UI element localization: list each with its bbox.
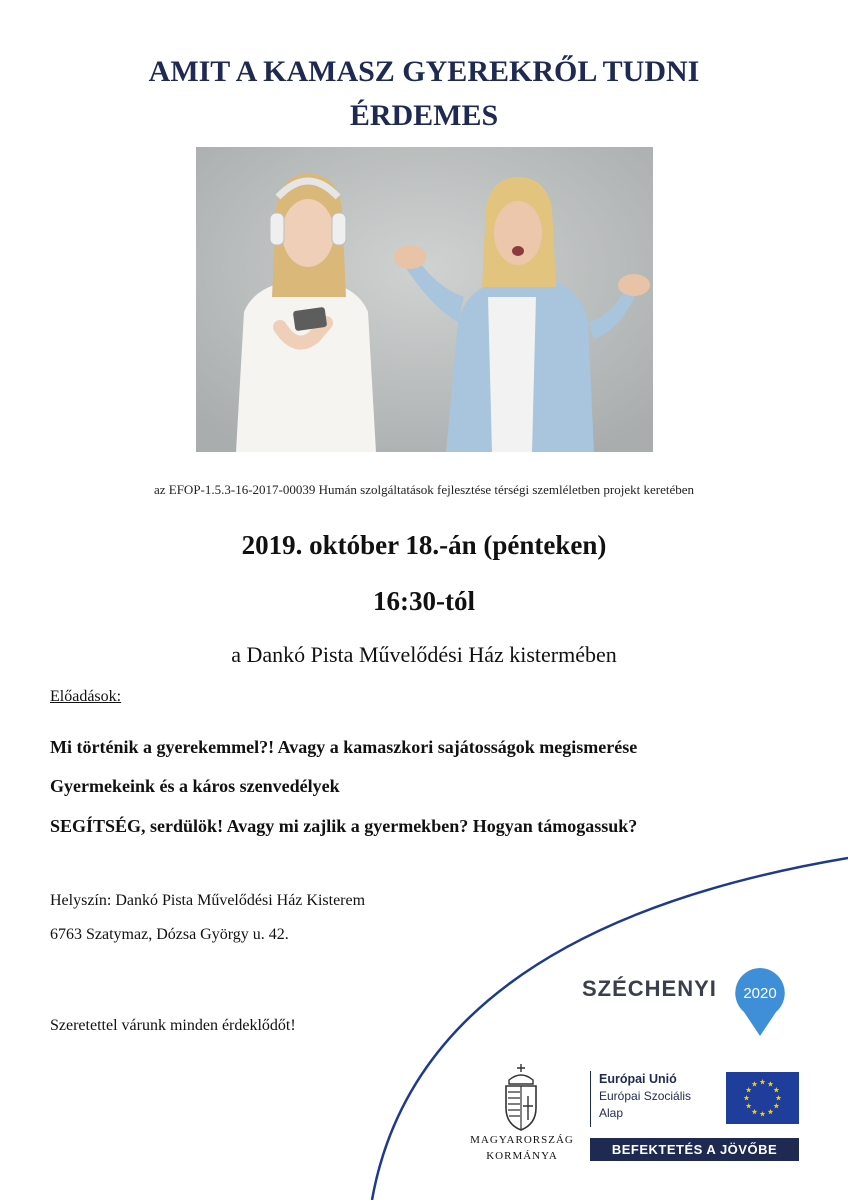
szechenyi-pin-icon [732, 966, 788, 1038]
lecture-item: SEGÍTSÉG, serdülök! Avagy mi zajlik a gyermekben? Hogyan támogassuk? [50, 816, 638, 836]
location-address: 6763 Szatymaz, Dózsa György u. 42. [50, 926, 289, 943]
invest-banner: BEFEKTETÉS A JÖVŐBE [590, 1138, 799, 1161]
event-time: 16:30-tól [373, 586, 475, 616]
title-line-1: AMIT A KAMASZ GYEREKRŐL TUDNI [148, 55, 700, 88]
event-venue: a Dankó Pista Művelődési Ház kistermében [231, 642, 617, 667]
event-date: 2019. október 18.-án (pénteken) [241, 530, 607, 560]
lecture-item: Gyermekeink és a káros szenvedélyek [50, 776, 340, 796]
szechenyi-logo-text [582, 976, 717, 1002]
eu-line-1: Európai Unió [599, 1072, 677, 1086]
szechenyi-year: 2020 [743, 985, 777, 1002]
gov-line-1: MAGYARORSZÁG [470, 1134, 574, 1146]
eu-line-3: Alap [599, 1106, 624, 1120]
government-logo-text [462, 1132, 582, 1164]
eu-fund-text [590, 1071, 721, 1127]
eu-line-2: Európai Szociális [599, 1089, 692, 1103]
welcome-text: Szeretettel várunk minden érdeklődőt! [50, 1017, 296, 1034]
eu-flag-icon [726, 1072, 799, 1124]
project-note: az EFOP-1.5.3-16-2017-00039 Humán szolgáltatások fejlesztése térségi szemléletben projekt keretében [153, 482, 695, 497]
title-line-2: ÉRDEMES [349, 99, 499, 132]
location-name: Helyszín: Dankó Pista Művelődési Ház Kisterem [50, 892, 366, 909]
lecture-item: Mi történik a gyerekemmel?! Avagy a kamaszkori sajátosságok megismerése [50, 737, 638, 757]
lectures-heading: Előadások: [50, 688, 122, 705]
gov-line-2: KORMÁNYA [486, 1150, 558, 1162]
szechenyi-label: SZÉCHENYI [582, 976, 717, 1001]
hungarian-crest-icon [500, 1062, 542, 1132]
